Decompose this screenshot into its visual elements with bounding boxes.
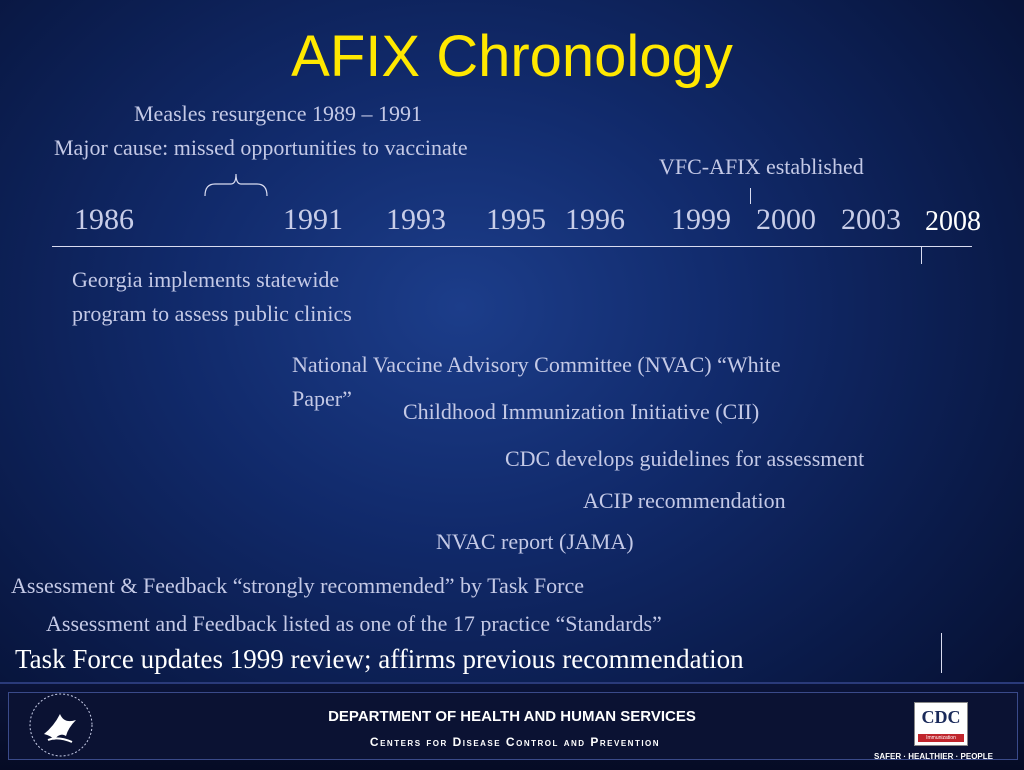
vfc-tick: [750, 188, 751, 204]
footer-banner: [0, 682, 1024, 770]
year-1993: 1993: [386, 203, 446, 236]
task-force-recommended-event: Assessment & Feedback “strongly recommended” by Task Force: [11, 573, 584, 598]
year-2000: 2000: [756, 203, 816, 236]
hhs-eagle-icon: [26, 690, 96, 760]
department-name: DEPARTMENT OF HEALTH AND HUMAN SERVICES: [328, 708, 696, 725]
measles-annotation-line2: Major cause: missed opportunities to vaccinate: [54, 135, 468, 160]
slide-title: AFIX Chronology: [291, 24, 733, 89]
standards-event: Assessment and Feedback listed as one of the 17 practice “Standards”: [46, 611, 662, 636]
cdc-guidelines-event: CDC develops guidelines for assessment: [505, 446, 865, 471]
year-1996: 1996: [565, 203, 625, 236]
year-1995: 1995: [486, 203, 546, 236]
georgia-event-line1: Georgia implements statewide: [72, 267, 340, 292]
curly-brace-icon: [203, 172, 269, 198]
cdc-logo: [914, 702, 968, 746]
task-force-update-tick: [941, 633, 942, 673]
nvac-report-event: NVAC report (JAMA): [436, 529, 634, 554]
year-1986: 1986: [74, 203, 134, 236]
timeline-2008-tick: [921, 247, 922, 264]
acip-event: ACIP recommendation: [583, 488, 786, 513]
agency-name: Centers for Disease Control and Prevention: [369, 735, 661, 749]
timeline-axis: [52, 246, 972, 247]
cdc-tagline: SAFER · HEALTHIER · PEOPLE: [874, 752, 993, 761]
cdc-logo-subtext: Immunization: [918, 734, 964, 742]
year-1991: 1991: [283, 203, 343, 236]
year-1999: 1999: [671, 203, 731, 236]
measles-annotation-line1: Measles resurgence 1989 – 1991: [134, 101, 422, 126]
nvac-white-paper-line2: Paper”: [292, 386, 352, 411]
footer-frame: [8, 692, 1018, 760]
task-force-update-event: Task Force updates 1999 review; affirms previous recommendation: [15, 644, 744, 674]
nvac-white-paper-line1: National Vaccine Advisory Committee (NVAC) “White: [292, 352, 781, 377]
year-2008: 2008: [925, 206, 981, 237]
year-2003: 2003: [841, 203, 901, 236]
vfc-annotation: VFC-AFIX established: [659, 154, 864, 179]
georgia-event-line2: program to assess public clinics: [72, 301, 352, 326]
cii-event: Childhood Immunization Initiative (CII): [403, 399, 760, 424]
cdc-logo-text: CDC: [921, 707, 961, 727]
